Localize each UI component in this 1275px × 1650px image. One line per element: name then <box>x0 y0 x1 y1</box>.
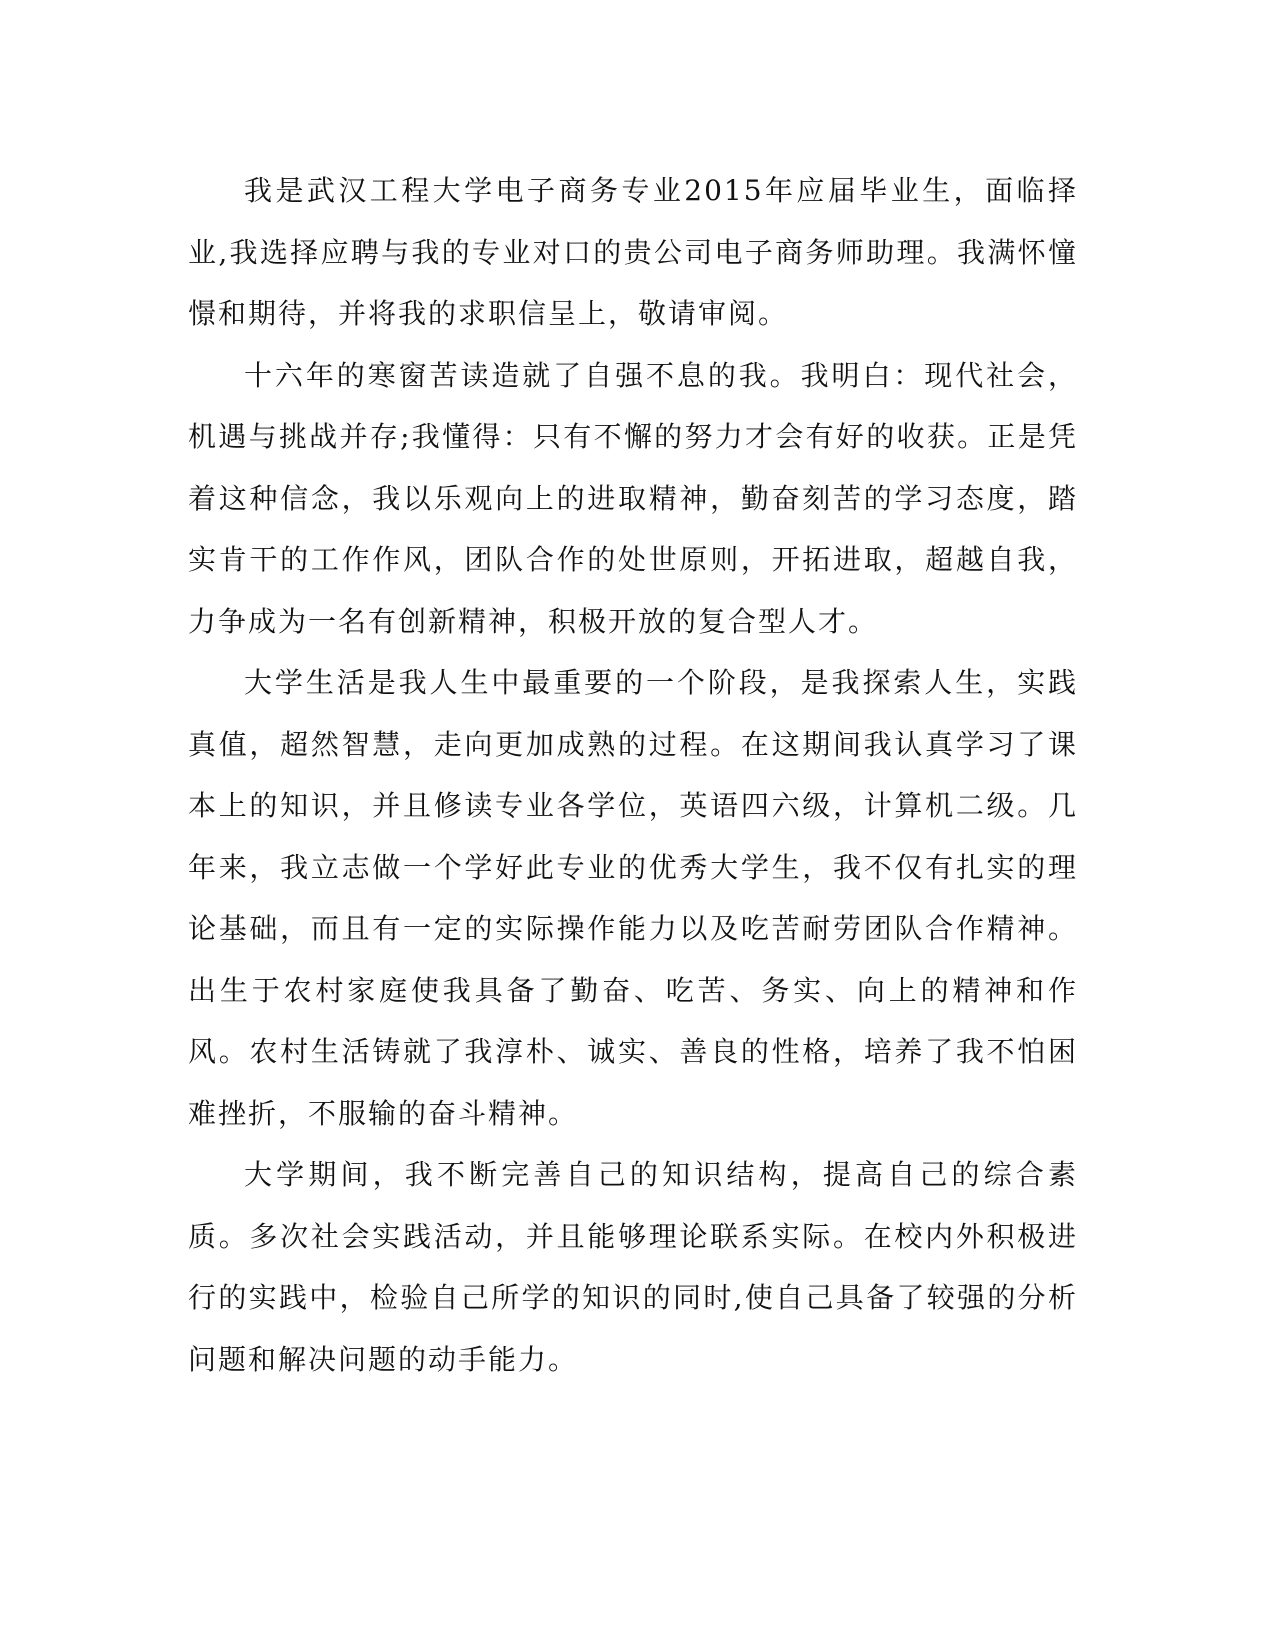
paragraph-4: 大学期间，我不断完善自己的知识结构，提高自己的综合素质。多次社会实践活动，并且能够理论联系实际。在校内外积极进行的实践中，检验自己所学的知识的同时,使自己具备了较强的分析问题和解决问题的动手能力。 <box>188 1158 1078 1376</box>
paragraph-3: 大学生活是我人生中最重要的一个阶段，是我探索人生，实践真值，超然智慧，走向更加成熟的过程。在这期间我认真学习了课本上的知识，并且修读专业各学位，英语四六级，计算机二级。几年来，我立志做一个学好此专业的优秀大学生，我不仅有扎实的理论基础，而且有一定的实际操作能力以及吃苦耐劳团队合作精神。出生于农村家庭使我具备了勤奋、吃苦、务实、向上的精神和作风。农村生活铸就了我淳朴、诚实、善良的性格，培养了我不怕困难挫折，不服输的奋斗精神。 <box>188 666 1078 1130</box>
paragraph-2: 十六年的寒窗苦读造就了自强不息的我。我明白：现代社会，机遇与挑战并存;我懂得：只有不懈的努力才会有好的收获。正是凭着这种信念，我以乐观向上的进取精神，勤奋刻苦的学习态度，踏实肯干的工作作风，团队合作的处世原则，开拓进取，超越自我，力争成为一名有创新精神，积极开放的复合型人才。 <box>188 358 1078 638</box>
paragraph-1: 我是武汉工程大学电子商务专业2015年应届毕业生，面临择业,我选择应聘与我的专业对口的贵公司电子商务师助理。我满怀憧憬和期待，并将我的求职信呈上，敬请审阅。 <box>188 174 1078 330</box>
document-body <box>188 160 1078 1390</box>
